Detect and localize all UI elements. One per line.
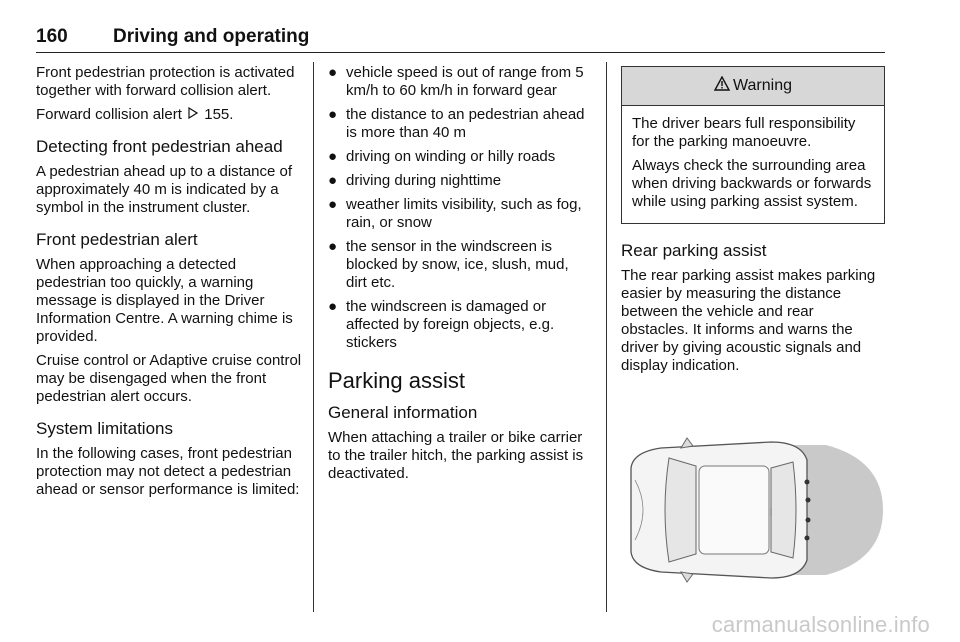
page-number: 160	[36, 26, 68, 47]
list-item	[328, 172, 592, 190]
list-item-text: the sensor in the windscreen is blocked by snow, ice, slush, mud, dirt etc.	[346, 238, 569, 291]
ref-label: Forward collision alert	[36, 106, 182, 123]
warning-paragraph-1: The driver bears full responsibility for the parking manoeuvre.	[632, 115, 856, 150]
list-item-text: the windscreen is damaged or affected by foreign objects, e.g. stickers	[346, 298, 555, 351]
cruise-paragraph: Cruise control or Adaptive cruise control may be disengaged when the front pedestrian alert occurs.	[36, 352, 302, 405]
warning-title: Warning	[733, 77, 792, 94]
list-item-text: vehicle speed is out of range from 5 km/h to 60 km/h in forward gear	[346, 64, 584, 99]
heading-general-information: General information	[328, 403, 478, 422]
page-ref-icon	[188, 106, 198, 124]
bullet-icon: ●	[328, 172, 338, 189]
warning-header	[622, 67, 884, 106]
detect-paragraph: A pedestrian ahead up to a distance of approximately 40 m is indicated by a symbol in the instrument cluster.	[36, 163, 293, 216]
list-item-text: the distance to an pedestrian ahead is more than 40 m	[346, 106, 585, 141]
column-divider-2	[606, 62, 607, 612]
bullet-icon: ●	[328, 298, 338, 315]
chapter-title: Driving and operating	[113, 26, 310, 47]
bullet-icon: ●	[328, 196, 338, 213]
page-header	[36, 26, 885, 53]
column-2	[328, 64, 592, 489]
heading-parking-assist: Parking assist	[328, 368, 465, 393]
general-paragraph: When attaching a trailer or bike carrier to the trailer hitch, the parking assist is deactivated.	[328, 429, 584, 482]
heading-system-limitations: System limitations	[36, 419, 173, 438]
ref-page-link[interactable]: 155.	[204, 106, 234, 123]
intro-paragraph: Front pedestrian protection is activated together with forward collision alert.	[36, 64, 295, 99]
list-item-text: weather limits visibility, such as fog, rain, or snow	[346, 196, 582, 231]
list-item	[328, 64, 592, 100]
list-item-text: driving during nighttime	[346, 172, 502, 189]
heading-rear-parking-assist: Rear parking assist	[621, 241, 767, 260]
warning-box	[621, 66, 885, 224]
alert-paragraph: When approaching a detected pedestrian too quickly, a warning message is displayed in the Driver Information Centre. A warning chime is provided.	[36, 256, 293, 345]
limitations-list	[328, 64, 592, 352]
heading-front-pedestrian-alert: Front pedestrian alert	[36, 230, 198, 249]
bullet-icon: ●	[328, 64, 338, 81]
warning-body	[622, 106, 884, 223]
bullet-icon: ●	[328, 238, 338, 255]
warning-icon	[714, 76, 730, 96]
limits-paragraph: In the following cases, front pedestrian protection may not detect a pedestrian ahead or sensor performance is limited:	[36, 445, 300, 498]
list-item-text: driving on winding or hilly roads	[346, 148, 556, 165]
cross-reference	[36, 106, 302, 124]
list-item	[328, 148, 592, 166]
warning-paragraph-2: Always check the surrounding area when driving backwards or forwards while using parking assist system.	[632, 157, 872, 210]
list-item	[328, 196, 592, 232]
column-1	[36, 64, 302, 505]
car-sensor-diagram-icon	[621, 390, 885, 598]
heading-detecting: Detecting front pedestrian ahead	[36, 137, 283, 156]
rear-parking-illustration	[621, 390, 885, 598]
bullet-icon: ●	[328, 148, 338, 165]
list-item	[328, 298, 592, 352]
watermark-text: carmanualsonline.info	[711, 612, 930, 637]
list-item	[328, 238, 592, 292]
column-3	[621, 64, 885, 381]
rear-paragraph: The rear parking assist makes parking easier by measuring the distance between the vehicle and rear obstacles. It informs and warns the driver by giving acoustic signals and display indication.	[621, 267, 876, 374]
column-divider-1	[313, 62, 314, 612]
list-item	[328, 106, 592, 142]
bullet-icon: ●	[328, 106, 338, 123]
